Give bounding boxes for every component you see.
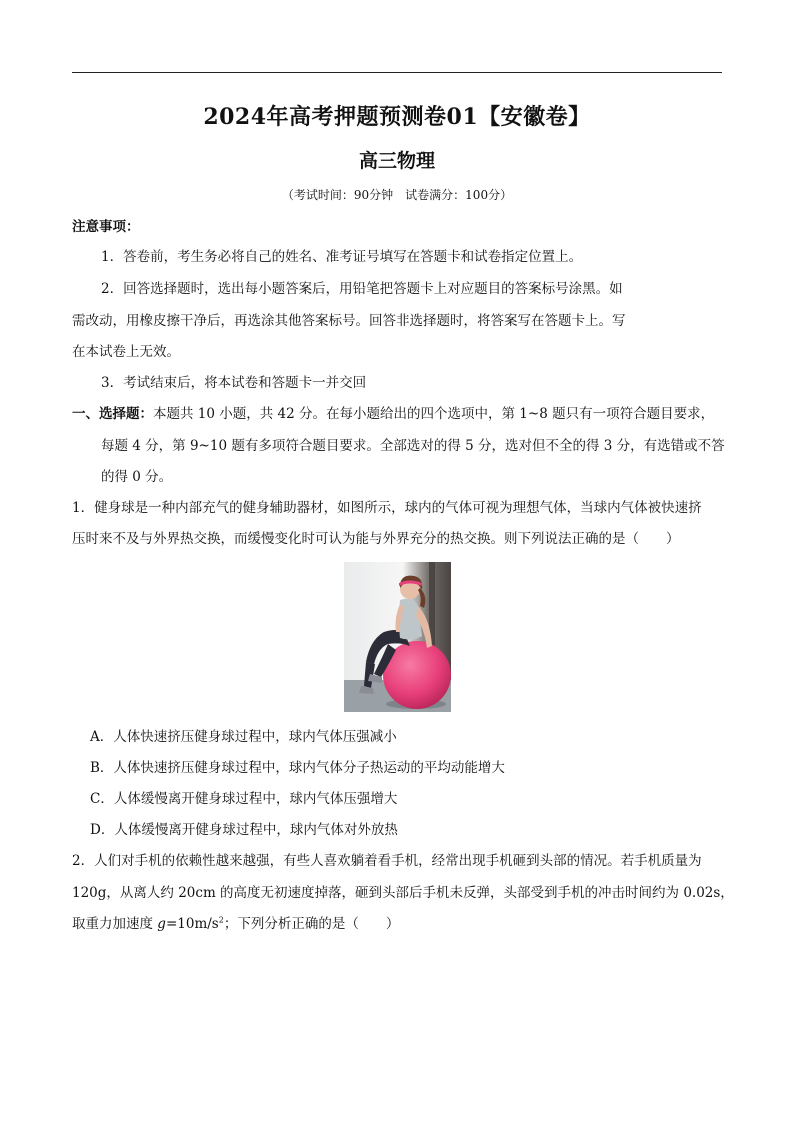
question-2-line-2: 120g，从离人约 20cm 的高度无初速度掉落，砸到头部后手机未反弹，头部受到手机的冲击时间约为 0.02s， bbox=[72, 885, 734, 901]
question-2-line-3-text-b: =10m/s bbox=[165, 916, 219, 932]
question-2-line-3 bbox=[72, 915, 399, 933]
notice-item-1: 1．答卷前，考生务必将自己的姓名、准考证号填写在答题卡和试卷指定位置上。 bbox=[101, 249, 583, 265]
fitness-ball-photo bbox=[344, 562, 451, 712]
exam-info: （考试时间：90分钟 试卷满分：100分） bbox=[281, 188, 513, 202]
notice-heading: 注意事项： bbox=[72, 219, 140, 235]
question-1-option-a: A．人体快速挤压健身球过程中，球内气体压强减小 bbox=[90, 729, 397, 745]
section-1-heading: 一、选择题： bbox=[72, 406, 153, 422]
section-1-line-1 bbox=[72, 405, 714, 423]
woman-on-fitness-ball-illustration bbox=[344, 562, 451, 712]
notice-item-2-line-3: 在本试卷上无效。 bbox=[72, 344, 180, 360]
notice-item-3: 3．考试结束后，将本试卷和答题卡一并交回 bbox=[101, 375, 367, 391]
header-rule bbox=[72, 72, 722, 73]
question-1-option-d: D．人体缓慢离开健身球过程中，球内气体对外放热 bbox=[90, 822, 398, 838]
section-1-line-3: 的得 0 分。 bbox=[101, 469, 173, 485]
gravity-symbol: g bbox=[157, 916, 166, 932]
question-1-option-b: B．人体快速挤压健身球过程中，球内气体分子热运动的平均动能增大 bbox=[90, 760, 505, 776]
notice-item-2-line-1: 2．回答选择题时，选出每小题答案后，用铅笔把答题卡上对应题目的答案标号涂黑。如 bbox=[101, 281, 623, 297]
page-title: 2024年高考押题预测卷01【安徽卷】 bbox=[203, 104, 591, 130]
question-2-line-3-text-a: 取重力加速度 bbox=[72, 916, 158, 932]
question-2-line-1: 2．人们对手机的依赖性越来越强，有些人喜欢躺着看手机，经常出现手机砸到头部的情况。若手机质量为 bbox=[72, 853, 702, 869]
question-1-line-2: 压时来不及与外界热交换，而缓慢变化时可认为能与外界充分的热交换。则下列说法正确的是（ ） bbox=[72, 531, 680, 547]
section-1-instructions: 本题共 10 小题，共 42 分。在每小题给出的四个选项中，第 1~8 题只有一项符合题目要求， bbox=[153, 406, 715, 422]
subject-title: 高三物理 bbox=[358, 150, 435, 172]
exponent-superscript: 2 bbox=[218, 915, 224, 925]
question-2-line-3-text-c: ；下列分析正确的是（ ） bbox=[223, 916, 400, 932]
section-1-line-2: 每题 4 分，第 9~10 题有多项符合题目要求。全部选对的得 5 分，选对但不全的得 3 分，有选错或不答 bbox=[101, 438, 725, 454]
question-1-option-c: C．人体缓慢离开健身球过程中，球内气体压强增大 bbox=[90, 791, 398, 807]
question-1-line-1: 1．健身球是一种内部充气的健身辅助器材，如图所示，球内的气体可视为理想气体，当球内气体被快速挤 bbox=[72, 500, 702, 516]
notice-item-2-line-2: 需改动，用橡皮擦干净后，再选涂其他答案标号。回答非选择题时，将答案写在答题卡上。写 bbox=[72, 313, 626, 329]
